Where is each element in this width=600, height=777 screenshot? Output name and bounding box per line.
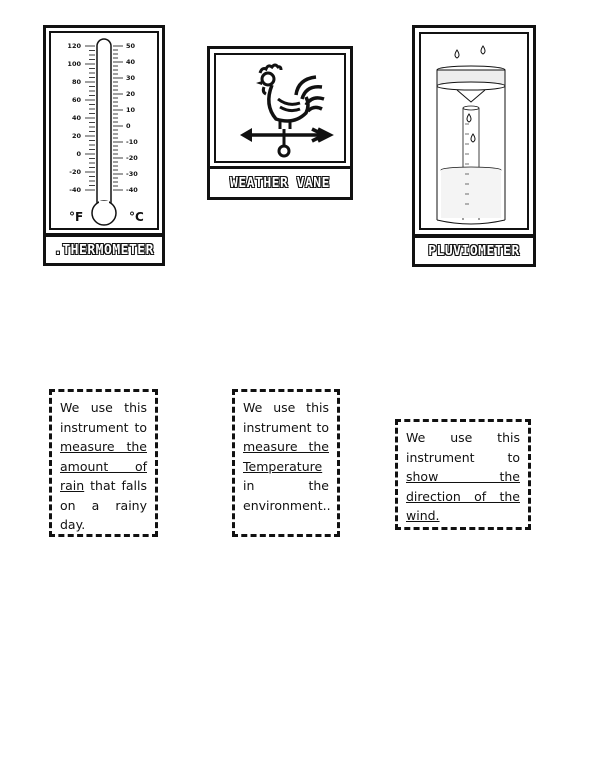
c-scale-label: 40 [126, 58, 136, 66]
thermometer-card [43, 25, 165, 236]
weather-vane-label-box [207, 166, 353, 200]
fahrenheit-unit: °F [69, 210, 84, 224]
c-scale-label: -20 [126, 154, 138, 162]
c-scale-label: 0 [126, 122, 131, 130]
rain-description-text: We use this instrument to [60, 400, 147, 435]
pluviometer-label-box [412, 235, 536, 267]
f-scale-label: 80 [71, 78, 81, 86]
rooster-vane-icon [216, 55, 344, 161]
f-scale-label: 0 [76, 150, 81, 158]
c-scale-label: 20 [126, 90, 136, 98]
c-scale-label: -10 [126, 138, 138, 146]
temperature-description-card [232, 389, 340, 537]
f-scale-label: 20 [71, 132, 81, 140]
c-scale-label: 10 [126, 106, 136, 114]
thermometer-icon [51, 33, 157, 228]
wind-description-underlined: show the direction of the wind. [406, 469, 520, 523]
thermometer-label-box [43, 234, 165, 266]
weather-vane-label: WEATHER VANE [230, 175, 330, 191]
rain-gauge-icon [421, 34, 527, 228]
f-scale-label: 40 [71, 114, 81, 122]
pluviometer-image-frame [419, 32, 529, 230]
temperature-description-underlined: measure the Temperature [243, 439, 329, 474]
wind-description-card [395, 419, 531, 530]
f-scale-label: 100 [67, 60, 81, 68]
temperature-description-end: in the environment.. [243, 478, 331, 513]
f-scale-label: 60 [71, 96, 81, 104]
f-scale-label: -40 [69, 186, 81, 194]
temperature-description-text: We use this instrument to [243, 400, 329, 435]
rain-description-underlined: measure the amount of rain [60, 439, 147, 493]
c-scale-label: 50 [126, 42, 136, 50]
pluviometer-card [412, 25, 536, 237]
f-scale-label: -20 [69, 168, 81, 176]
celsius-unit: °C [129, 210, 144, 224]
c-scale-label: -30 [126, 170, 138, 178]
weather-vane-card [207, 46, 353, 170]
rain-description-card [49, 389, 158, 537]
wind-description-text: We use this instrument to [406, 430, 520, 465]
pluviometer-label: PLUVIOMETER [428, 243, 520, 259]
thermometer-image-frame [49, 31, 159, 230]
rain-description-end: that falls on a rainy day. [60, 478, 147, 532]
weather-vane-image-frame [214, 53, 346, 163]
thermometer-label: .THERMOMETER [54, 242, 154, 258]
c-scale-label: -40 [126, 186, 138, 194]
f-scale-label: 120 [67, 42, 81, 50]
c-scale-label: 30 [126, 74, 136, 82]
